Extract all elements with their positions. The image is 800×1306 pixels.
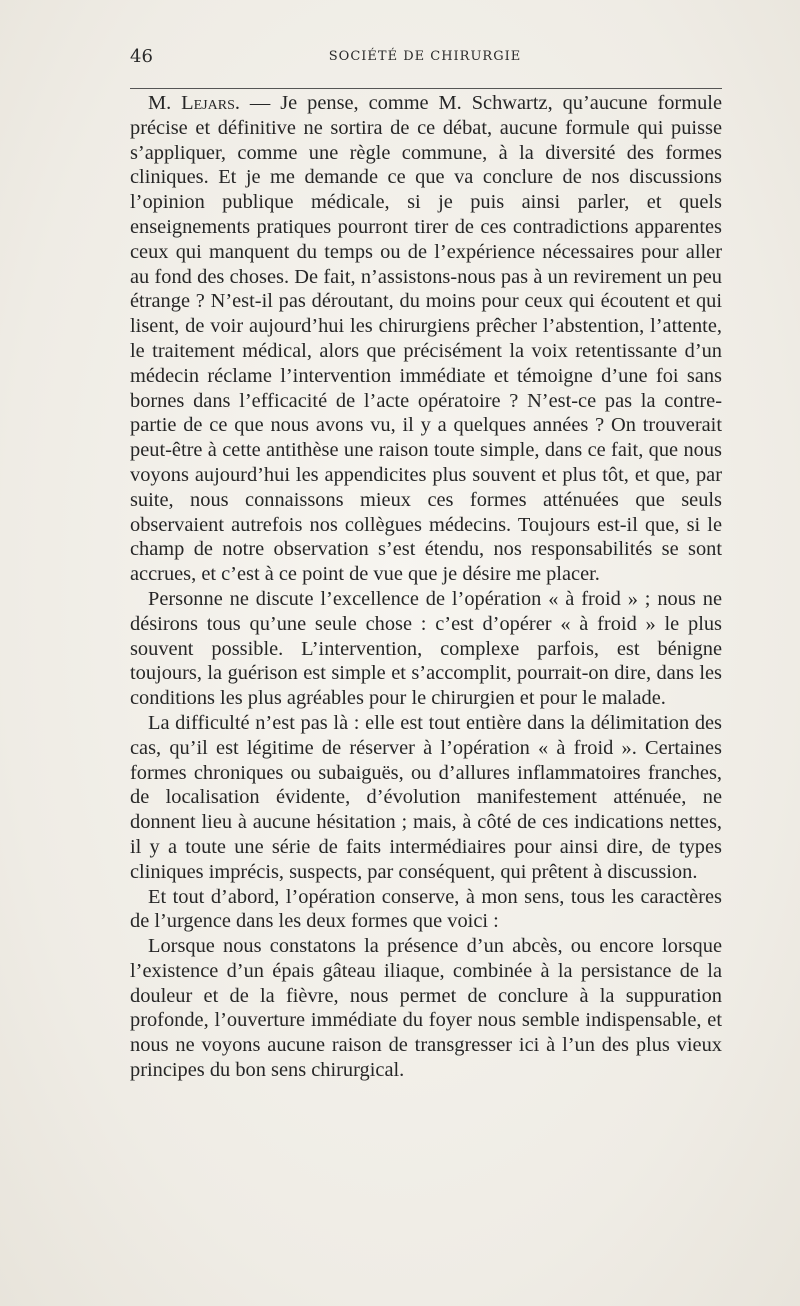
paragraph-text: Lorsque nous constatons la présence d’un abcès, ou encore lorsque l’existence d’un épais gâteau iliaque, combinée à la persistance de la douleur et de la fièvre, nous permet de conclure à la suppuration profonde, l’ouverture immédiate du foyer nous semble indispensable, et nous ne voyons aucune raison de transgresser ici à l’un des plus vieux principes du bon sens chirurgical.: [130, 935, 722, 1082]
paragraph: [130, 91, 722, 587]
paragraph: [130, 587, 722, 711]
paragraph: [130, 885, 722, 935]
paragraph-text: Et tout d’abord, l’opération conserve, à mon sens, tous les caractères de l’urgence dans les deux formes que voici :: [130, 885, 722, 933]
paragraph-text: La difficulté n’est pas là : elle est tout entière dans la délimitation des cas, qu’il est légitime de réserver à l’opération « à froid ». Certaines formes chroniques ou subaiguës, ou d’allures inflammatoires franches, de localisation évidente, d’évolution manifestement atténuée, ne donnent lieu à aucune hésitation ; mais, à côté de ces indications nettes, il y a toute une série de faits intermédiaires pour ainsi dire, de types cliniques imprécis, suspects, par conséquent, qui prêtent à discussion.: [130, 711, 722, 883]
page-number: 46: [130, 46, 153, 67]
running-title: SOCIÉTÉ DE CHIRURGIE: [328, 49, 522, 64]
paragraph: [130, 934, 722, 1083]
page-header: [128, 46, 722, 72]
header-rule: [130, 88, 722, 89]
paragraph-text: — Je pense, comme M. Schwartz, qu’aucune formule précise et définitive ne sortira de ce débat, aucune formule qui puisse s’appliquer, comme une règle commune, à la diversité des formes cliniques. Et je me demande ce que va conclure de nos discussions l’opinion publique médicale, si je puis ainsi parler, et quels enseignements pratiques pourront tirer de ces contradictions apparentes ceux qui manquent du temps ou de l’expérience nécessaires pour aller au fond des choses. De fait, n’assistons-nous pas à un revirement un peu étrange ? N’est-il pas déroutant, du moins pour ceux qui écoutent et qui lisent, de voir aujourd’hui les chirurgiens prêcher l’abstention, l’attente, le traitement médical, alors que précisément la voix retentissante d’un médecin réclame l’intervention immédiate et témoigne d’une foi sans bornes dans l’efficacité de l’acte opératoire ? N’est-ce pas la contre-partie de ce que nous avons vu, il y a quelques années ? On trouverait peut-être à cette antithèse une raison toute simple, dans ce fait, que nous voyons aujourd’hui les appendicites plus souvent et plus tôt, et que, par suite, nous connaissons mieux ces formes atténuées que seuls observaient autrefois nos collègues médecins. Toujours est-il que, si le champ de notre observation s’est étendu, nos responsabilités se sont accrues, et c’est à ce point de vue que je désire me placer.: [130, 92, 722, 586]
paragraph-text: Personne ne discute l’excellence de l’opération « à froid » ; nous ne désirons tous qu’une seule chose : c’est d’opérer « à froid » le plus souvent possible. L’intervention, complexe parfois, est bénigne toujours, la guérison est simple et s’accomplit, pourrait-on dire, dans les conditions les plus agréables pour le chirurgien et pour le malade.: [130, 587, 722, 710]
paragraph: [130, 711, 722, 885]
body-text: [130, 91, 722, 1083]
speaker-name: M. Lejars.: [148, 92, 240, 114]
